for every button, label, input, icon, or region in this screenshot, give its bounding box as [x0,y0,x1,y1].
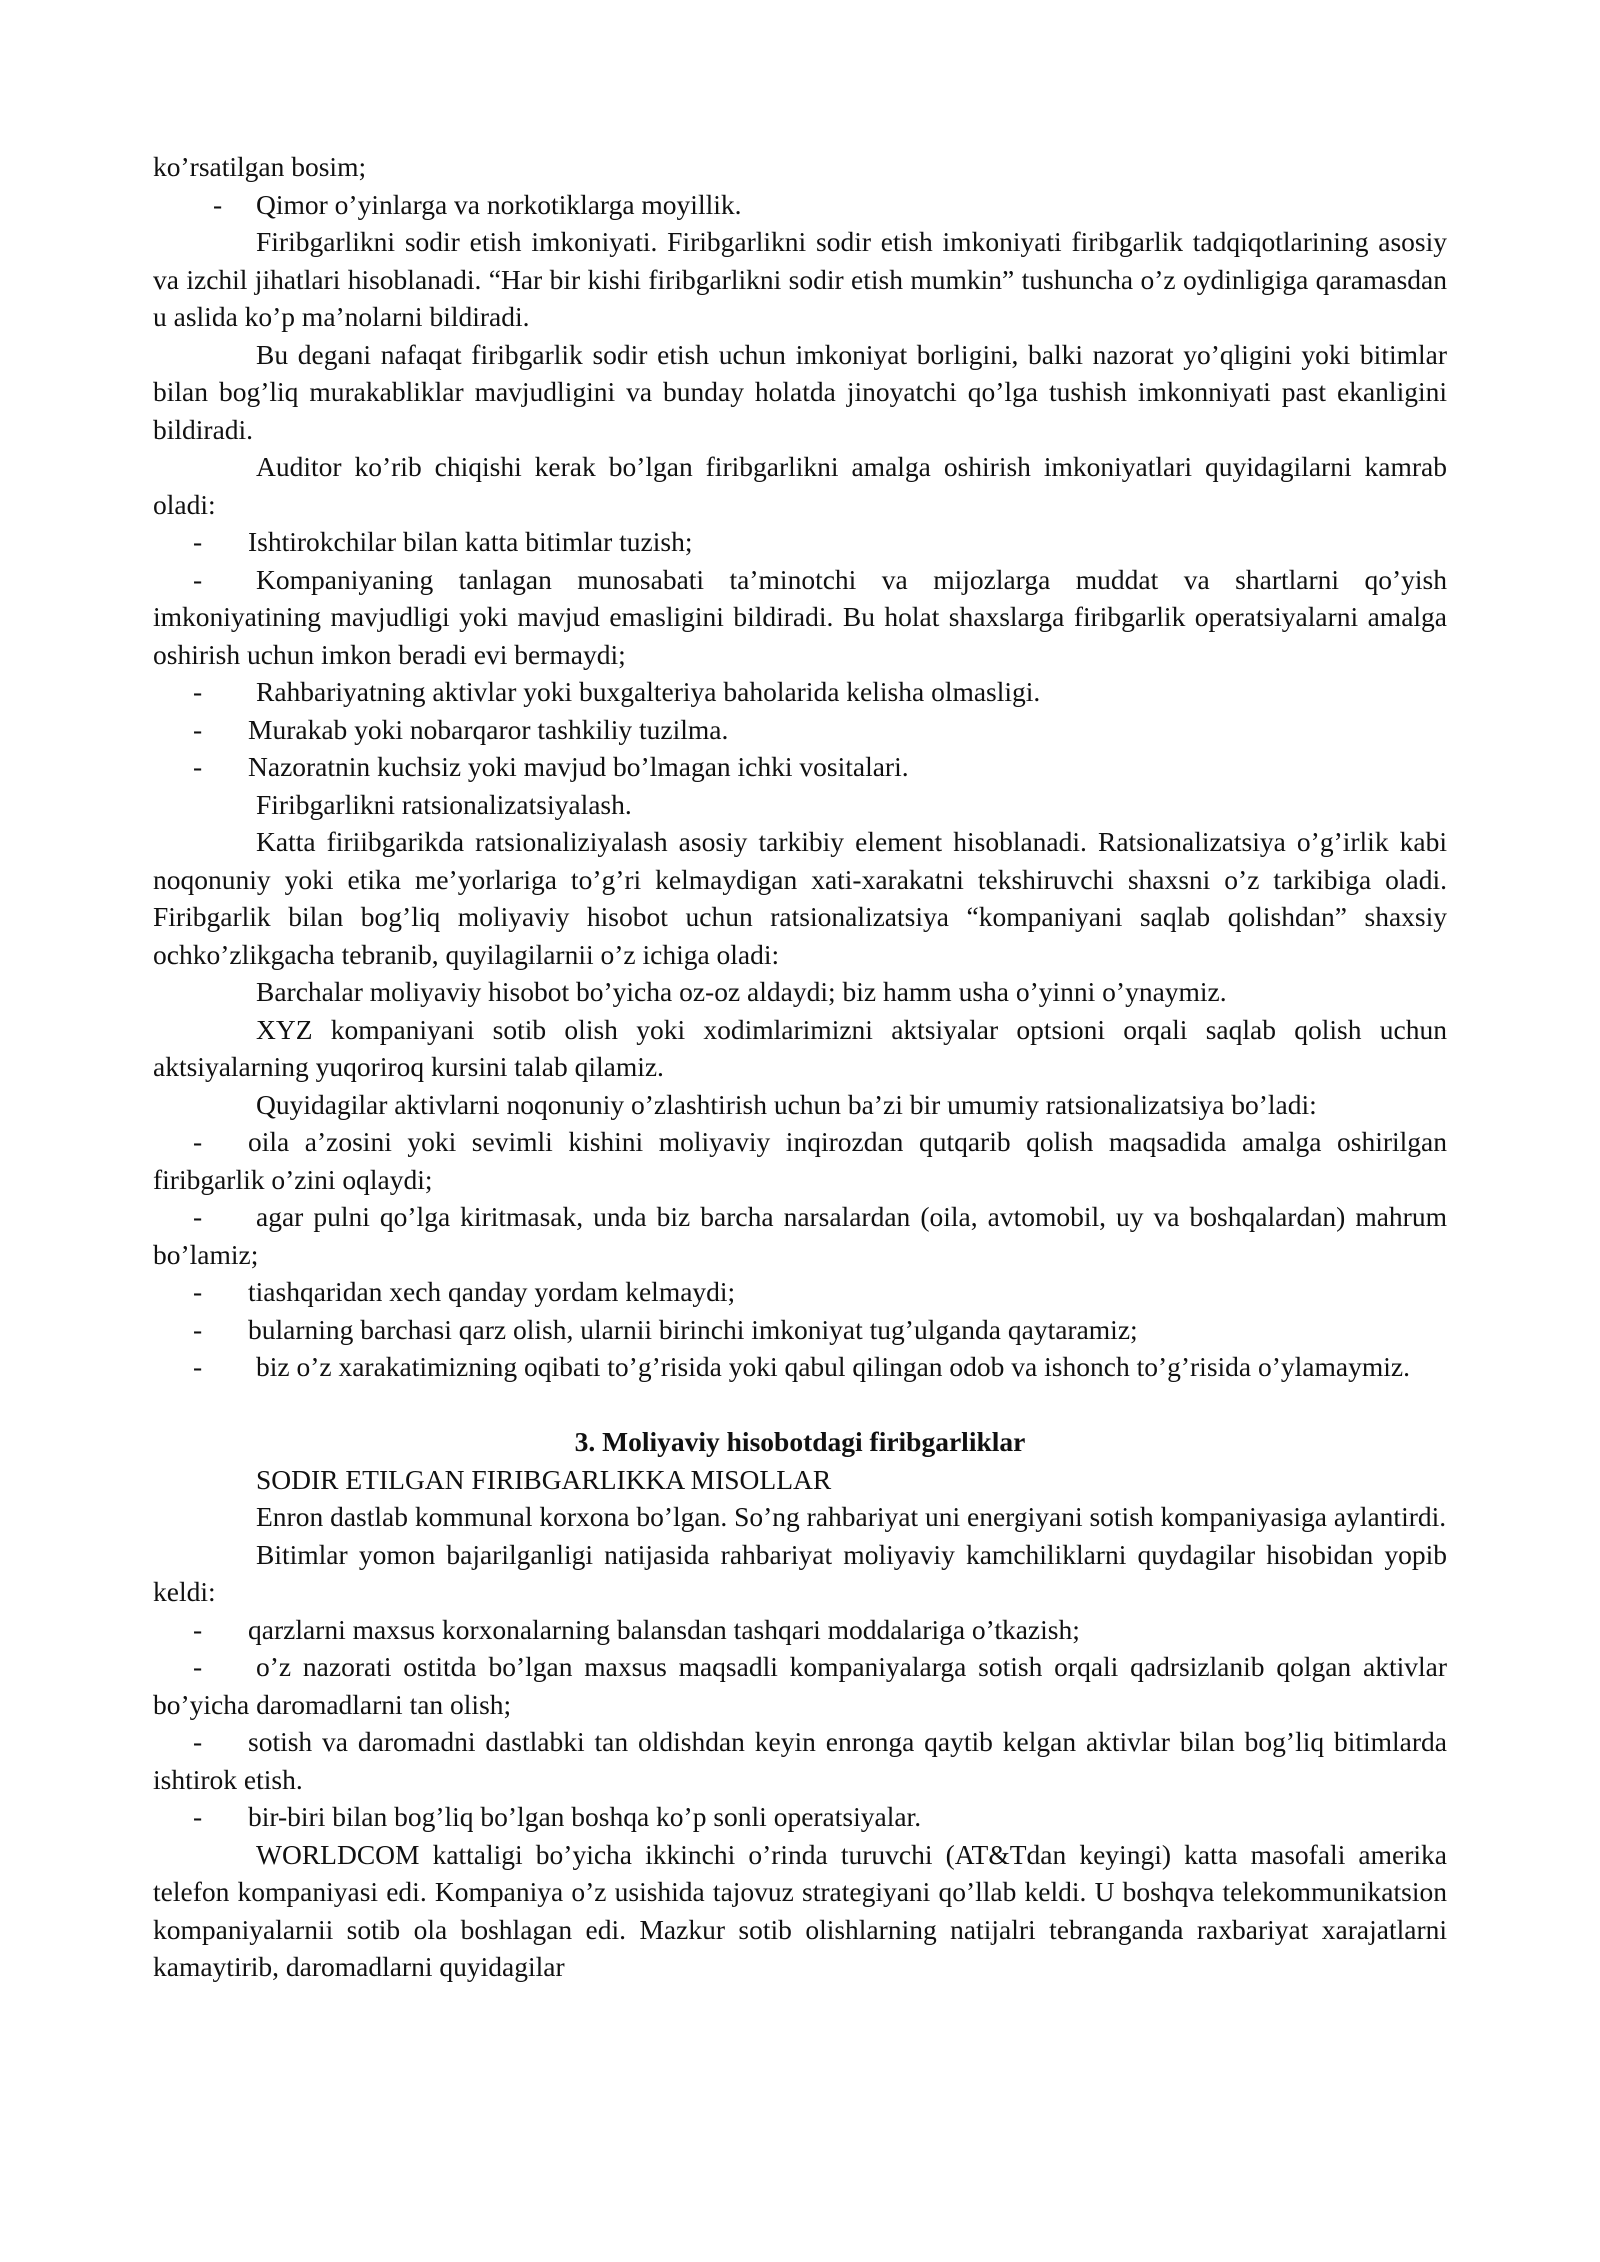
paragraph: Quyidagilar aktivlarni noqonuniy o’zlashtirish uchun ba’zi bir umumiy ratsionalizatsiya bo’ladi: [256,1088,1317,1120]
list-item [153,1273,1447,1311]
list-item [153,1348,1447,1386]
list-item [153,1311,1447,1349]
list-item-text: biz o’z xarakatimizning oqibati to’g’risida yoki qabul qilingan odob va ishonch to’g’risida o’ylamaymiz. [256,1351,1410,1382]
paragraph: SODIR ETILGAN FIRIBGARLIKKA MISOLLAR [256,1463,832,1495]
list-dash: - [193,1801,203,1832]
list-dash: - [193,526,203,557]
list-item [153,1798,1447,1836]
list-item [153,523,1447,561]
list-item [153,1723,1447,1798]
list-item-text: bularning barchasi qarz olish, ularnii birinchi imkoniyat tug’ulganda qaytaramiz; [248,1313,1138,1345]
list-item-text: o’z nazorati ostitda bo’lgan maxsus maqsadli kompaniyalarga sotish orqali qadrsizlanib qolgan aktivlar bo’yicha daromadlarni tan olish; [153,1651,1447,1720]
paragraph: Katta firiibgarikda ratsionaliziyalash asosiy tarkibiy element hisoblanadi. Ratsionalizatsiya o’g’irlik kabi noqonuniy yoki etika me’yorlariga to’g’ri kelmaydigan xati-xarakatni tekshiruvchi shaxsni o’z tarkibiga oladi. Firibgarlik bilan bog’liq moliyaviy hisobot uchun ratsionalizatsiya “kompaniyani saqlab qolishdan” shaxsiy ochko’zlikgacha tebranib, quyilagilarnii o’z ichiga oladi: [153,826,1447,970]
list-item [153,1123,1447,1198]
paragraph: Auditor ko’rib chiqishi kerak bo’lgan firibgarlikni amalga oshirish imkoniyatlari quyidagilarni kamrab oladi: [153,451,1447,520]
list-item-text: agar pulni qo’lga kiritmasak, unda biz barcha narsalardan (oila, avtomobil, uy va boshqalardan) mahrum bo’lamiz; [153,1201,1447,1270]
blank-line [153,1386,1447,1424]
list-item-text: bir-biri bilan bog’liq bo’lgan boshqa ko’p sonli operatsiyalar. [248,1801,922,1832]
list-item [153,711,1447,749]
list-item-text: tiashqaridan xech qanday yordam kelmaydi; [248,1276,736,1307]
paragraph: Bu degani nafaqat firibgarlik sodir etish uchun imkoniyat borligini, balki nazorat yo’qligini yoki bitimlar bilan bog’liq murakabliklar mavjudligini va bunday holatda jinoyatchi qo’lga tushish imkonniyati past ekanligini bildiradi. [153,338,1447,445]
list-dash: - [193,676,203,707]
section-heading: 3. Moliyaviy hisobotdagi firibgarliklar [574,1426,1026,1457]
list-item [153,186,1447,224]
paragraph: ko’rsatilgan bosim; [153,151,367,182]
list-dash: - [193,1201,203,1232]
list-item [153,1198,1447,1273]
list-item [153,748,1447,786]
list-item-text: Ishtirokchilar bilan katta bitimlar tuzish; [248,526,693,557]
paragraph: WORLDCOM kattaligi bo’yicha ikkinchi o’rinda turuvchi (AT&Tdan keyingi) katta masofali amerika telefon kompaniyasi edi. Kompaniya o’z usishida tajovuz strategiyani qo’llab keldi. U boshqva telekommunikatsion kompaniyalarnii sotib ola boshlagan edi. Mazkur sotib olishlarning natijalri tebranganda raxbariyat xarajatlarni kamaytirib, daromadlarni quyidagilar [153,1838,1447,1982]
list-dash: - [193,1613,203,1645]
list-item-text: oila a’zosini yoki sevimli kishini moliyaviy inqirozdan qutqarib qolish maqsadida amalga oshirilgan firibgarlik o’zini oqlaydi; [153,1126,1447,1195]
list-dash: - [193,713,203,745]
list-dash: - [193,563,203,595]
list-dash: - [193,1726,203,1757]
list-dash: - [213,188,223,220]
paragraph: XYZ kompaniyani sotib olish yoki xodimlarimizni aktsiyalar optsioni orqali saqlab qolish uchun aktsiyalarning yuqoriroq kursini talab qilamiz. [153,1013,1447,1082]
paragraph: Enron dastlab kommunal korxona bo’lgan. So’ng rahbariyat uni energiyani sotish kompaniyasiga aylantirdi. [256,1501,1447,1532]
paragraph: Bitimlar yomon bajarilganligi natijasida rahbariyat moliyaviy kamchiliklarni quydagilar hisobidan yopib keldi: [153,1538,1447,1607]
list-item [153,1648,1447,1723]
list-item-text: Murakab yoki nobarqaror tashkiliy tuzilma. [248,713,729,745]
paragraph: Firibgarlikni sodir etish imkoniyati. Firibgarlikni sodir etish imkoniyati firibgarlik tadqiqotlarining asosiy va izchil jihatlari hisoblanadi. “Har bir kishi firibgarlikni sodir etish mumkin” tushuncha o’z oydinligiga qaramasdan u aslida ko’p ma’nolarni bildiradi. [153,226,1447,332]
paragraph: Firibgarlikni ratsionalizatsiyalash. [256,788,632,820]
list-item [153,673,1447,711]
paragraph: Barchalar moliyaviy hisobot bo’yicha oz-oz aldaydi; biz hamm usha o’yinni o’ynaymiz. [256,976,1227,1007]
list-item-text: Kompaniyaning tanlagan munosabati ta’minotchi va mijozlarga muddat va shartlarni qo’yish imkoniyatining mavjudligi yoki mavjud emasligini bildiradi. Bu holat shaxslarga firibgarlik operatsiyalarni amalga oshirish uchun imkon beradi evi bermaydi; [153,563,1447,670]
list-item-text: Nazoratnin kuchsiz yoki mavjud bo’lmagan ichki vositalari. [248,751,909,782]
list-dash: - [193,1313,203,1345]
list-dash: - [193,1351,203,1382]
list-item-text: sotish va daromadni dastlabki tan oldishdan keyin enronga qaytib kelgan aktivlar bilan bog’liq bitimlarda ishtirok etish. [153,1726,1447,1795]
list-dash: - [193,1651,203,1682]
list-item [153,1611,1447,1649]
list-dash: - [193,1126,203,1157]
list-item-text: Rahbariyatning aktivlar yoki buxgalteriya baholarida kelisha olmasligi. [256,676,1041,707]
list-item-text: qarzlarni maxsus korxonalarning balansdan tashqari moddalariga o’tkazish; [248,1613,1080,1645]
list-item-text: Qimor o’yinlarga va norkotiklarga moyillik. [256,188,742,220]
list-dash: - [193,1276,203,1307]
list-item [153,561,1447,674]
document-page [153,148,1447,1986]
list-dash: - [193,751,203,782]
